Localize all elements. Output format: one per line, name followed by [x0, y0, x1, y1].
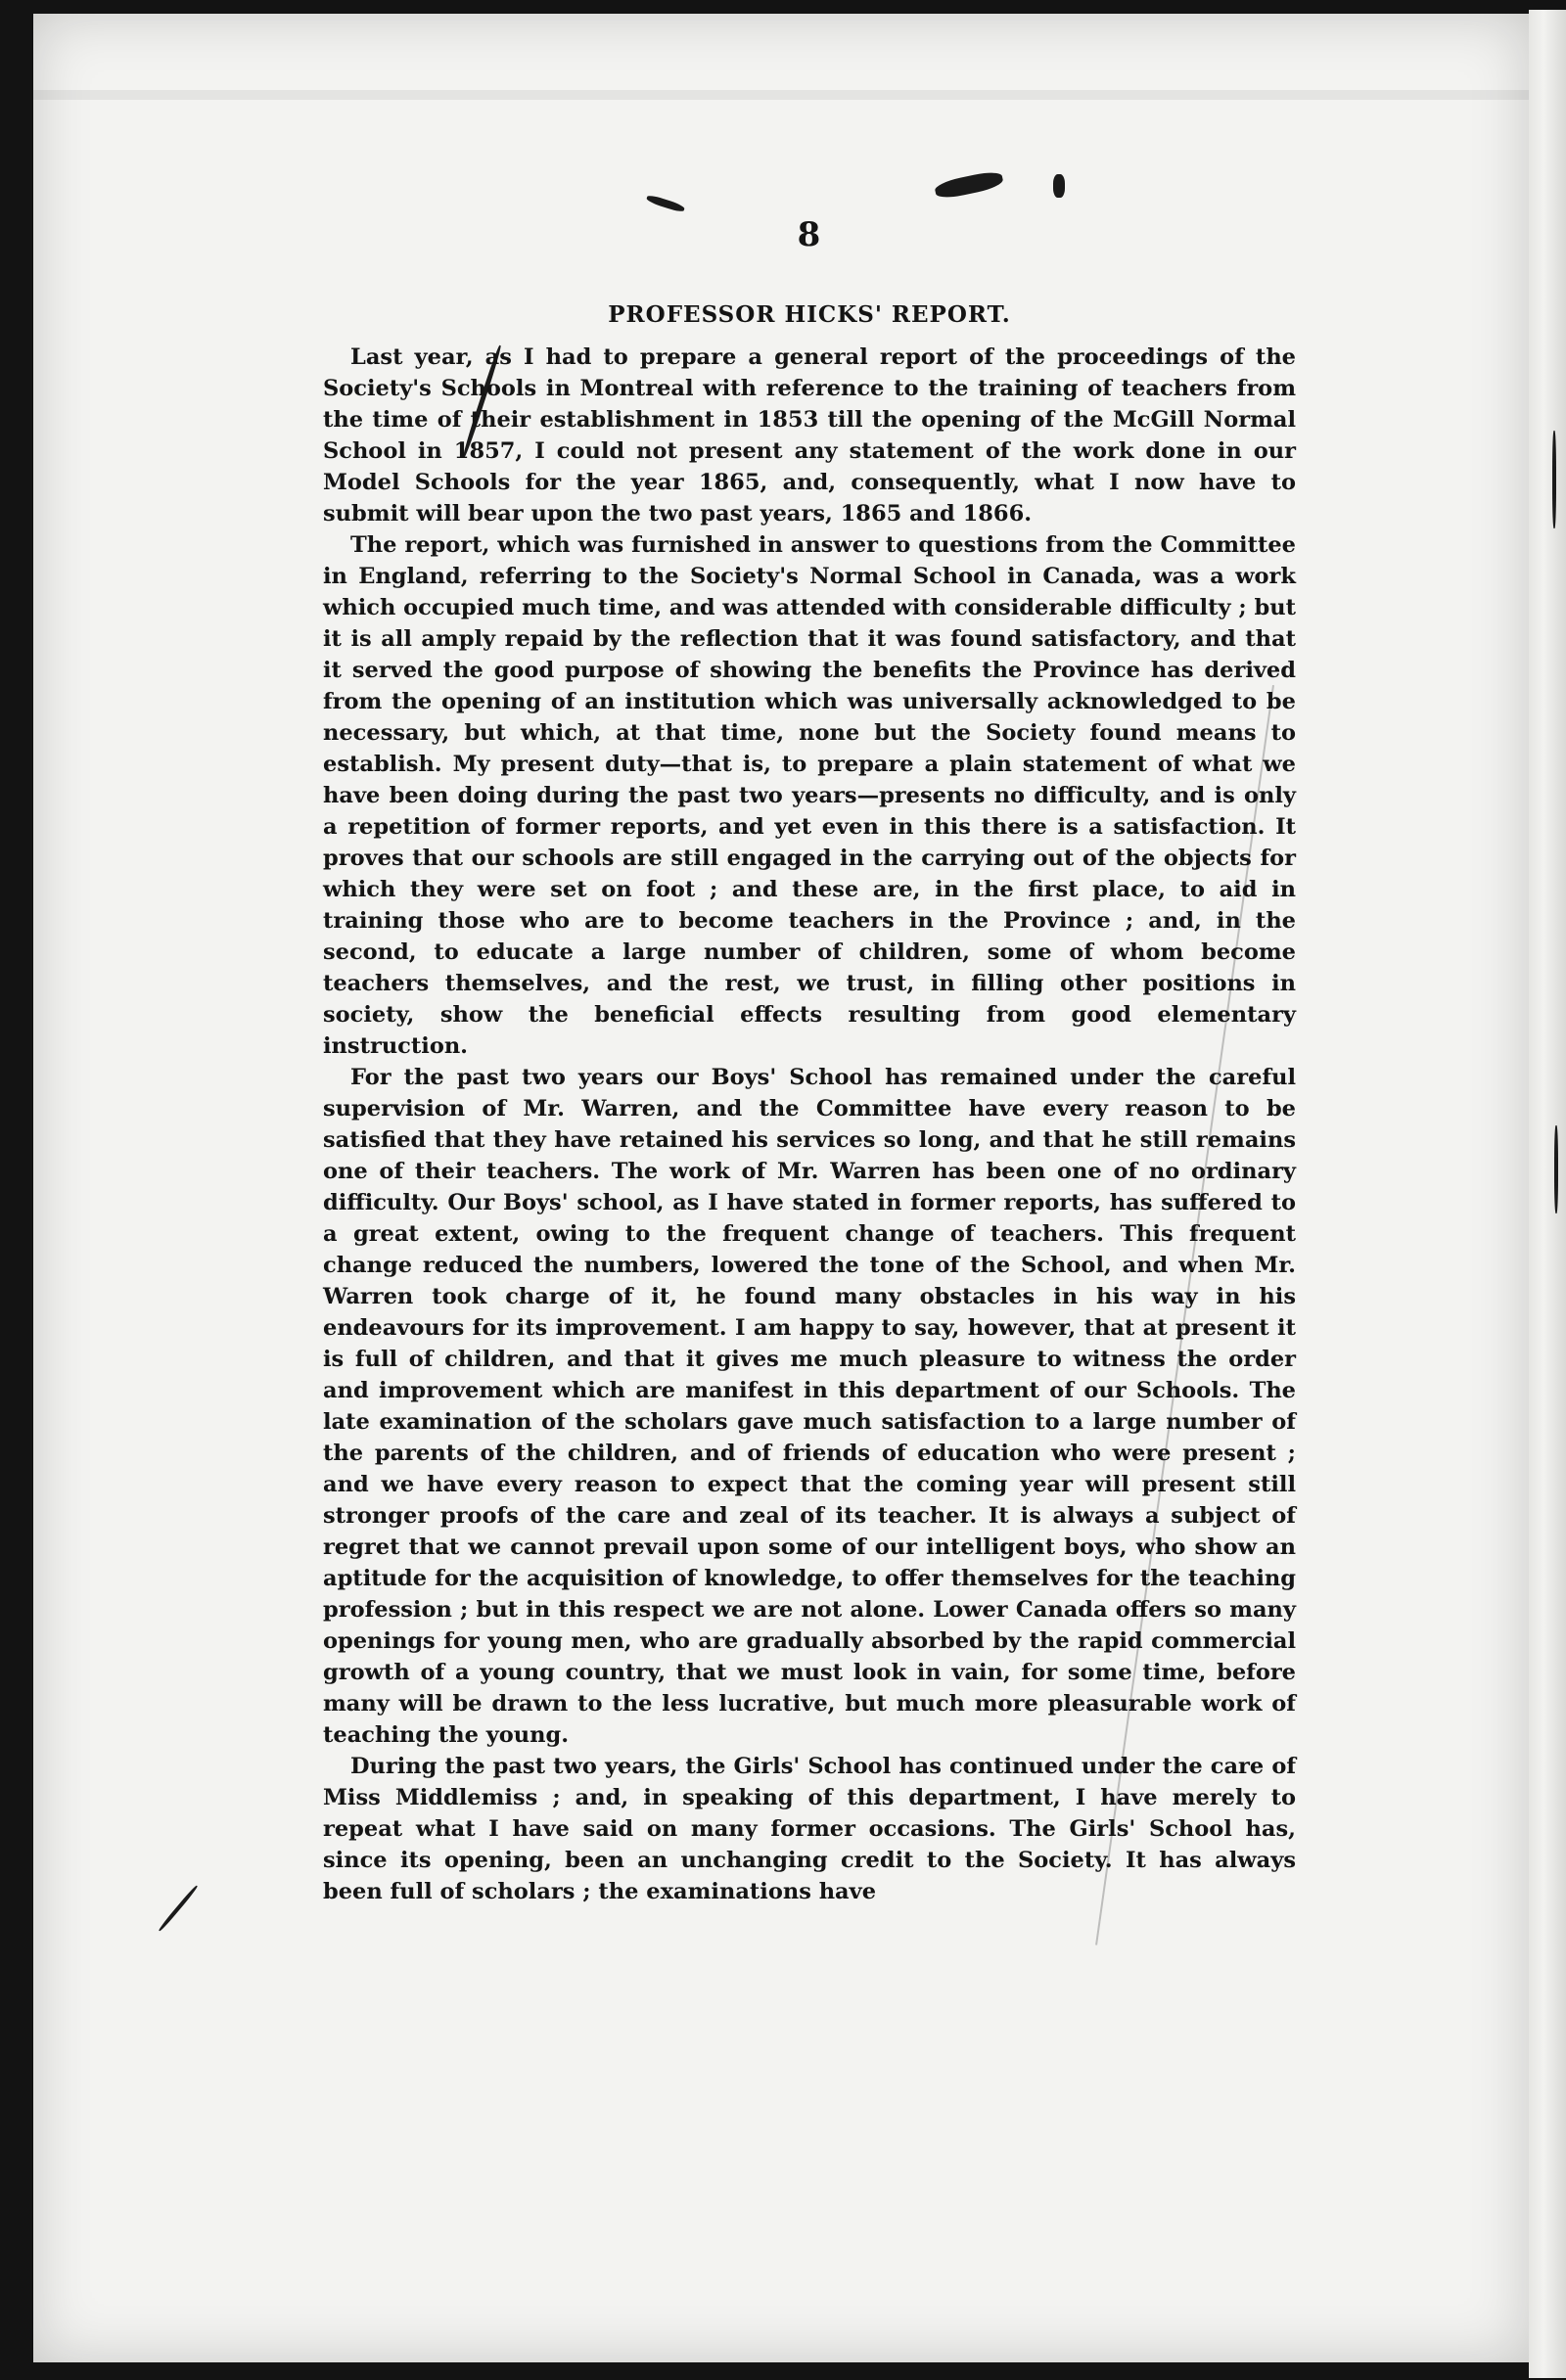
page-top-shadow — [33, 90, 1529, 100]
paragraph-4: During the past two years, the Girls' School has continued under the care of Miss Middlemiss ; and, in speaking of this department, I have merely to repeat what I have said on many former occasions. The Girls' School has, since its opening, been an unchanging credit to the Society. It has always been full of scholars ; the examinations have — [323, 1754, 1296, 1904]
report-title: PROFESSOR HICKS' REPORT. — [608, 301, 1011, 328]
paragraph-1: Last year, as I had to prepare a general report of the proceedings of the Society's Schools in Montreal with reference to the training of teachers from the time of their establishment in 1853 till the opening of the McGill Normal School in 1857, I could not present any statement of the work done in our Model Schools for the year 1865, and, consequently, what I now have to submit will bear upon the two past years, 1865 and 1866. — [323, 344, 1296, 526]
ink-smudge — [1053, 174, 1065, 198]
paragraph-3: For the past two years our Boys' School has remained under the careful supervision of Mr. Warren, and the Committee have every reason to be satisfied that they have retained his services so long, and that he still remains one of their teachers. The work of Mr. Warren has been one of no ordinary difficulty. Our Boys' school, as I have stated in former reports, has suffered to a great extent, owing to the frequent change of teachers. This frequent change reduced the numbers, lowered the tone of the School, and when Mr. Warren took charge of it, he found many obstacles in his way in his endeavours for its improvement. I am happy to say, however, that at present it is full of children, and that it gives me much pleasure to witness the order and improvement which are manifest in this department of our Schools. The late examination of the scholars gave much satisfaction to a large number of the parents of the children, and of friends of education who were present ; and we have every reason to expect that the coming year will present still stronger proofs of the care and zeal of its teacher. It is always a subject of regret that we cannot prevail upon some of our intelligent boys, who show an aptitude for the acquisition of knowledge, to offer themselves for the teaching profession ; but in this respect we are not alone. Lower Canada offers so many openings for young men, who are gradually absorbed by the rapid commercial growth of a young country, that we must look in vain, for some time, before many will be drawn to the less lucrative, but much more pleasurable work of teaching the young. — [323, 1065, 1296, 1748]
edge-mark — [1554, 1125, 1558, 1213]
edge-mark — [1552, 431, 1556, 528]
page-content — [323, 215, 1296, 1907]
page-edge — [1529, 10, 1566, 2378]
paragraph-2: The report, which was furnished in answer to questions from the Committee in England, referring to the Society's Normal School in Canada, was a work which occupied much time, and was attended with considerable difficulty ; but it is all amply repaid by the reflection that it was found satisfactory, and that it served the good purpose of showing the benefits the Province has derived from the opening of an institution which was universally acknowledged to be necessary, but which, at that time, none but the Society found means to establish. My present duty—that is, to prepare a plain statement of what we have been doing during the past two years—presents no difficulty, and is only a repetition of former reports, and yet even in this there is a satisfaction. It proves that our schools are still engaged in the carrying out of the objects for which they were set on foot ; and these are, in the first place, to aid in training those who are to become teachers in the Province ; and, in the second, to educate a large number of children, some of whom become teachers themselves, and the rest, we trust, in filling other positions in society, show the beneficial effects resulting from good elementary instruction. — [323, 532, 1296, 1059]
page-number: 8 — [797, 215, 822, 254]
